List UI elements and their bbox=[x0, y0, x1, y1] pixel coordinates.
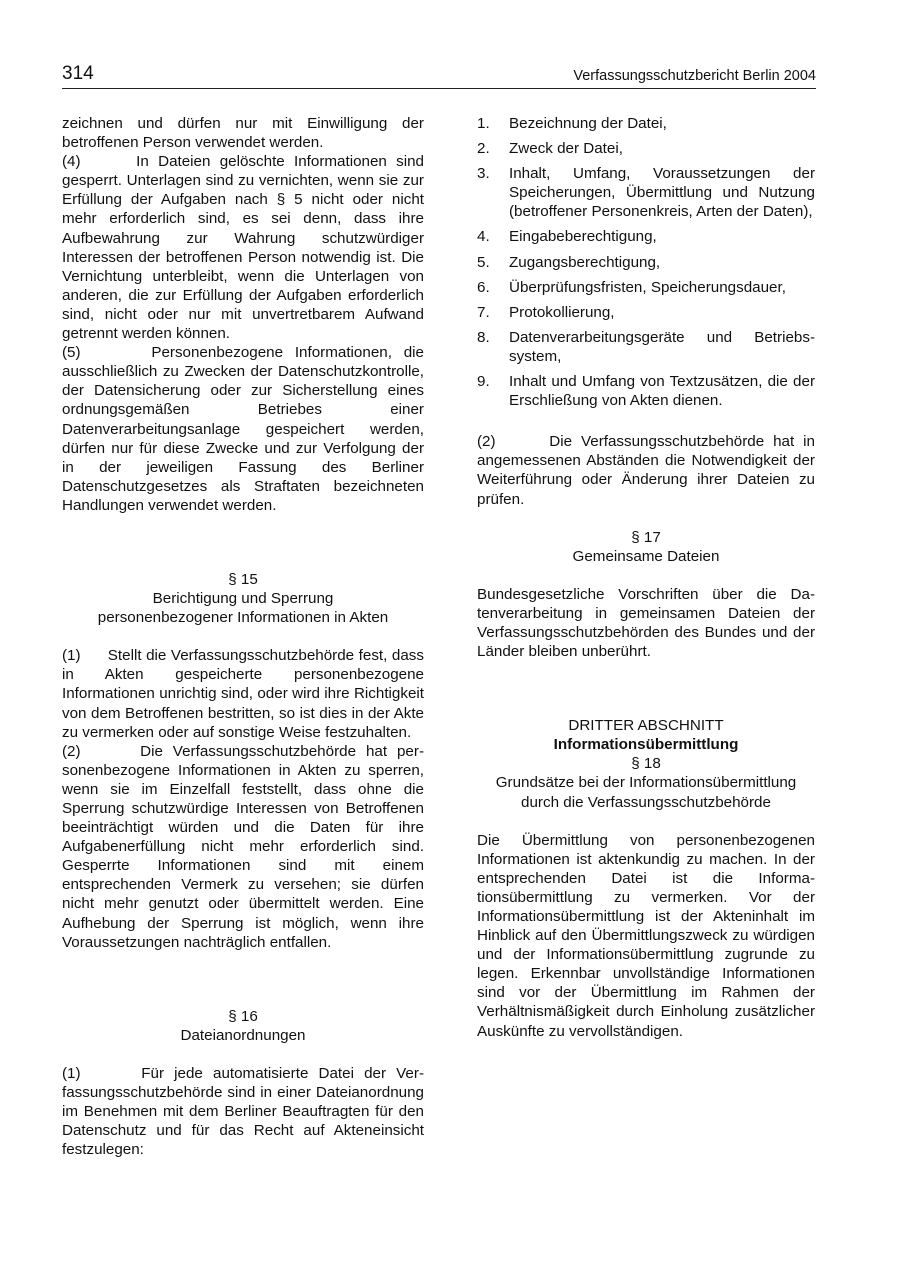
paragraph: (5) Personenbezogene Informationen, die ausschließlich zu Zwecken der Datenschutzkontrolle, der Datensicherung oder zur Sicherstellung eines ordnungsgemäßen Betriebes einer Datenverarbeitungsanlage gespeichert werden, dürfen nur für diese Zwecke und zur Verfolgung der in der jeweiligen Fassung des Berliner Datenschutzgesetzes als Straftaten bezeichneten Handlungen verwendet werden. bbox=[62, 344, 424, 514]
section-title: Berichtigung und Sperrung bbox=[152, 590, 334, 608]
list-item: 9. Inhalt und Umfang von Textzusätzen, die der Erschließung von Akten dienen. bbox=[477, 373, 815, 410]
paragraph: (4) In Dateien gelöschte Informationen sind gesperrt. Unterlagen sind zu vernichten, wenn sie zur Erfüllung der Aufgaben nach § 5 nicht oder nicht mehr erforderlich sind, es sei denn, dass ihre Aufbewahrung zur Wahrung schutzwürdiger Interessen der betroffenen Person notwendig ist. Die Vernichtung unterbleibt, wenn die Unterlagen von anderen, die zur Erfüllung der Aufgaben erforderlich sind, nicht oder nur mit unvertretbarem Aufwand getrennt werden können. bbox=[62, 153, 424, 343]
paragraph: Die Übermittlung von personenbezogenen Informationen ist aktenkundig zu machen. In der entsprechenden Datei ist die Informationsübermittlung zu vermerken. Vor der Informationsübermittlung ist der Akteninhalt im Hinblick auf den Übermittlungszweck zu würdigen und der Informationsübermittlung zugrunde zu legen. Erkennbar unvollständige Informationen sind vor der Übermittlung im Rahmen der Verhältnismäßigkeit durch Einholung zusätzlicher Auskünfte zu vervollständigen. bbox=[477, 831, 815, 1040]
left-column bbox=[62, 114, 424, 1159]
running-title: Verfassungsschutzbericht Berlin 2004 bbox=[573, 68, 816, 84]
paragraph: (2) Die Verfassungsschutzbehörde hat personenbezogene Informationen in Akten zu sperren, wenn sie im Einzelfall feststellt, dass ohne die Sperrung schutzwürdige Interessen von Betroffenen beeinträchtigt würden und die Daten für ihre Aufgabenerfüllung nicht mehr erforderlich sind. Gesperrte Informationen sind mit einem entsprechenden Vermerk zu versehen; sie dürfen nicht mehr genutzt oder übermittelt werden. Eine Aufhebung der Sperrung ist möglich, wenn ihre Voraussetzungen nachträglich entfallen. bbox=[62, 742, 424, 951]
numbered-list bbox=[477, 114, 815, 410]
part-title: DRITTER ABSCHNITT bbox=[568, 717, 724, 735]
list-item: 7. Protokollierung, bbox=[477, 303, 615, 321]
list-item: 3. Inhalt, Umfang, Voraussetzungen der Speicherungen, Übermittlung und Nutzung (betroffener Personenkreis, Arten der Daten), bbox=[477, 165, 815, 221]
section-number: § 18 bbox=[631, 755, 661, 773]
section-title: Gemeinsame Dateien bbox=[572, 547, 720, 565]
section-title: Grundsätze bei der Informationsübermittlung bbox=[495, 774, 797, 792]
section-title: personenbezogener Informationen in Akten bbox=[97, 609, 389, 627]
list-item: 4. Eingabeberechtigung, bbox=[477, 228, 657, 246]
list-item: 8. Datenverarbeitungsgeräte und Betriebssystem, bbox=[477, 328, 815, 365]
section-title: Dateianordnungen bbox=[180, 1026, 306, 1044]
page-header bbox=[62, 62, 816, 89]
list-item: 5. Zugangsberechtigung, bbox=[477, 253, 661, 271]
paragraph: (2) Die Verfassungsschutzbehörde hat in angemessenen Abständen die Notwendigkeit der Weiterführung oder Änderung ihrer Dateien zu prüfen. bbox=[477, 433, 815, 508]
paragraph: (1) Stellt die Verfassungsschutzbehörde fest, dass in Akten gespeicherte personenbezogene Informationen unrichtig sind, oder wird ihre Richtigkeit von dem Betroffenen bestritten, so ist dies in der Akte zu vermerken oder auf sonstige Weise festzuhalten. bbox=[62, 647, 424, 741]
list-item: 2. Zweck der Datei, bbox=[477, 140, 623, 158]
paragraph: zeichnen und dürfen nur mit Einwilligung der betroffenen Person verwendet werden. bbox=[62, 115, 424, 152]
paragraph: Bundesgesetzliche Vorschriften über die Datenverarbeitung in gemeinsamen Dateien der Verfassungsschutzbehörden des Bundes und der Länder bleiben unberührt. bbox=[477, 585, 815, 661]
section-number: § 16 bbox=[228, 1007, 258, 1025]
section-number: § 17 bbox=[631, 528, 661, 546]
right-column bbox=[477, 114, 815, 1041]
page-number: 314 bbox=[62, 63, 94, 84]
paragraph: (1) Für jede automatisierte Datei der Verfassungsschutzbehörde sind in einer Dateianordnung im Benehmen mit dem Berliner Beauftragten für den Datenschutz und für das Recht auf Akteneinsicht festzulegen: bbox=[62, 1064, 424, 1159]
list-item: 6. Überprüfungsfristen, Speicherungsdauer, bbox=[477, 278, 786, 296]
list-item: 1. Bezeichnung der Datei, bbox=[477, 115, 667, 132]
section-number: § 15 bbox=[228, 570, 258, 588]
part-subtitle: Informationsübermittlung bbox=[553, 736, 739, 754]
section-title: durch die Verfassungsschutzbehörde bbox=[521, 793, 771, 811]
